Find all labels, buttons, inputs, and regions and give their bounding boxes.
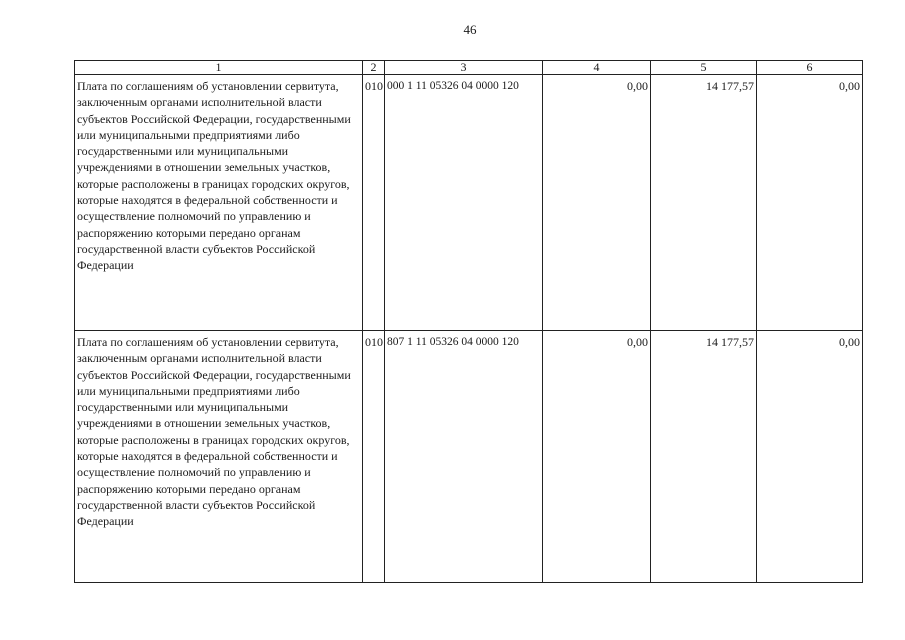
row-admin-cell: 010 — [363, 331, 385, 583]
row-col4-cell: 0,00 — [543, 331, 651, 583]
row-admin-cell: 010 — [363, 75, 385, 331]
row-code-cell: 000 1 11 05326 04 0000 120 — [385, 75, 543, 331]
row-col6-cell: 0,00 — [757, 75, 863, 331]
table-row — [75, 331, 863, 583]
header-col-3: 3 — [385, 61, 543, 75]
header-col-5: 5 — [651, 61, 757, 75]
header-col-4: 4 — [543, 61, 651, 75]
row-col6-cell: 0,00 — [757, 331, 863, 583]
row-col5-cell: 14 177,57 — [651, 75, 757, 331]
row-name-cell: Плата по соглашениям об установлении сервитута, заключенным органами исполнительной власти субъектов Российской Федерации, государственными или муниципальными предприятиями либо государственными или муниципальными учреждениями в отношении земельных участков, которые расположены в границах городских округов, которые находятся в федеральной собственности и осуществление полномочий по управлению и распоряжению которыми передано органам государственной власти субъектов Российской Федерации — [75, 75, 363, 331]
header-row — [75, 61, 863, 75]
page-number: 46 — [463, 22, 477, 37]
row-name-cell: Плата по соглашениям об установлении сервитута, заключенным органами исполнительной власти субъектов Российской Федерации, государственными или муниципальными предприятиями либо государственными или муниципальными учреждениями в отношении земельных участков, которые расположены в границах городских округов, которые находятся в федеральной собственности и осуществление полномочий по управлению и распоряжению которыми передано органам государственной власти субъектов Российской Федерации — [75, 331, 363, 583]
row-col5-cell: 14 177,57 — [651, 331, 757, 583]
header-col-2: 2 — [363, 61, 385, 75]
row-code-cell: 807 1 11 05326 04 0000 120 — [385, 331, 543, 583]
budget-table — [74, 60, 863, 583]
row-col4-cell: 0,00 — [543, 75, 651, 331]
header-col-6: 6 — [757, 61, 863, 75]
table-row — [75, 75, 863, 331]
header-col-1: 1 — [75, 61, 363, 75]
